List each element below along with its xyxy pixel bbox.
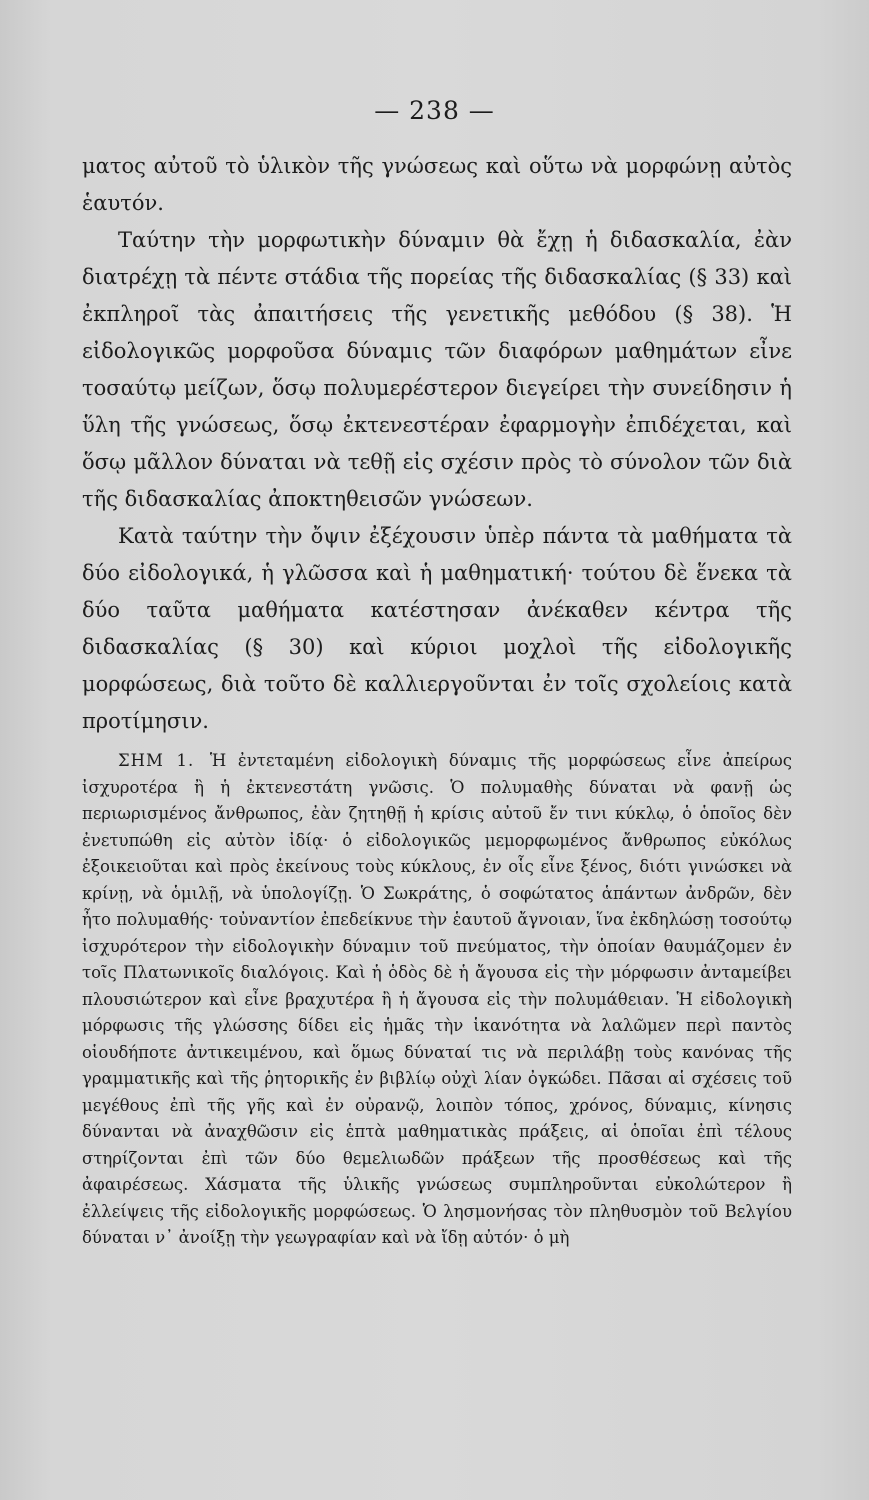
paragraph-continuation: ματος αὐτοῦ τὸ ὑλικὸν τῆς γνώσεως καὶ οὕτω νὰ μορφώνῃ αὐτὸς ἑαυτόν. xyxy=(82,154,792,215)
footnote-label: ΣΗΜ 1. xyxy=(118,751,195,770)
footnote xyxy=(82,748,792,1252)
page-number: — 238 — xyxy=(374,96,495,125)
main-text xyxy=(82,148,792,1252)
footnote-text: Ἡ ἐντεταμένη εἰδολογικὴ δύναμις τῆς μορφώσεως εἶνε ἀπείρως ἰσχυροτέρα ἢ ἡ ἐκτενεστάτη γνῶσις. Ὁ πολυμαθὴς δύναται νὰ φανῇ ὡς περιωρισμένος ἄνθρωπος, ἐὰν ζητηθῇ ἡ κρίσις αὐτοῦ ἔν τινι κύκλῳ, ὁ ὁποῖος δὲν ἐνετυπώθη εἰς αὐτὸν ἰδίᾳ· ὁ εἰδολογικῶς μεμορφωμένος ἄνθρωπος εὐκόλως ἐξοικειοῦται καὶ πρὸς ἐκείνους τοὺς κύκλους, ἐν οἷς εἶνε ξένος, διότι γινώσκει νὰ κρίνῃ, νὰ ὁμιλῇ, νὰ ὑπολογίζῃ. Ὁ Σωκράτης, ὁ σοφώτατος ἁπάντων ἀνδρῶν, δὲν ἦτο πολυμαθής· τοὐναντίον ἐπεδείκνυε τὴν ἑαυτοῦ ἄγνοιαν, ἵνα ἐκδηλώσῃ τοσούτῳ ἰσχυρότερον τὴν εἰδολογικὴν δύναμιν τοῦ πνεύματος, τὴν ὁποίαν θαυμάζομεν ἐν τοῖς Πλατωνικοῖς διαλόγοις. Καὶ ἡ ὁδὸς δὲ ἡ ἄγουσα εἰς τὴν μόρφωσιν ἀνταμείβει πλουσιώτερον καὶ εἶνε βραχυτέρα ἢ ἡ ἄγουσα εἰς τὴν πολυμάθειαν. Ἡ εἰδολογικὴ μόρφωσις τῆς γλώσσης δίδει εἰς ἡμᾶς τὴν ἱκανότητα νὰ λαλῶμεν περὶ παντὸς οἱουδήποτε ἀντικειμένου, καὶ ὅμως δύναταί τις νὰ περιλάβῃ τοὺς κανόνας τῆς γραμματικῆς καὶ τῆς ῥητορικῆς ἐν βιβλίῳ οὐχὶ λίαν ὀγκώδει. Πᾶσαι αἱ σχέσεις τοῦ μεγέθους ἐπὶ τῆς γῆς καὶ ἐν οὐρανῷ, λοιπὸν τόπος, χρόνος, δύναμις, κίνησις δύνανται νὰ ἀναχθῶσιν εἰς ἑπτὰ μαθηματικὰς πράξεις, αἱ ὁποῖαι ἐπὶ τέλους στηρίζονται ἐπὶ τῶν δύο θεμελιωδῶν πράξεων τῆς προσθέσεως καὶ τῆς ἀφαιρέσεως. Χάσματα τῆς ὑλικῆς γνώσεως συμπληροῦνται εὐκολώτερον ἢ ἐλλείψεις τῆς εἰδολογικῆς μορφώσεως. Ὁ λησμονήσας τὸν πληθυσμὸν τοῦ Βελγίου δύναται ν᾽ ἀνοίξῃ τὴν γεωγραφίαν καὶ νὰ ἴδῃ αὐτόν· ὁ μὴ xyxy=(82,751,793,1247)
paragraph-formal-subjects: Κατὰ ταύτην τὴν ὄψιν ἐξέχουσιν ὑπὲρ πάντα τὰ μαθήματα τὰ δύο εἰδολογικά, ἡ γλῶσσα καὶ ἡ μαθηματική· τούτου δὲ ἕνεκα τὰ δύο ταῦτα μαθήματα κατέστησαν ἀνέκαθεν κέντρα τῆς διδασκαλίας (§ 30) καὶ κύριοι μοχλοὶ τῆς εἰδολογικῆς μορφώσεως, διὰ τοῦτο δὲ καλλιεργοῦνται ἐν τοῖς σχολείοις κατὰ προτίμησιν. xyxy=(82,524,792,733)
paragraph-formative-power: Ταύτην τὴν μορφωτικὴν δύναμιν θὰ ἔχῃ ἡ διδασκαλία, ἐὰν διατρέχῃ τὰ πέντε στάδια τῆς πορείας τῆς διδασκαλίας (§ 33) καὶ ἐκπληροῖ τὰς ἀπαιτήσεις τῆς γενετικῆς μεθόδου (§ 38). Ἡ εἰδολογικῶς μορφοῦσα δύναμις τῶν διαφόρων μαθημάτων εἶνε τοσαύτῳ μείζων, ὅσῳ πολυμερέστερον διεγείρει τὴν συνείδησιν ἡ ὕλη τῆς γνώσεως, ὅσῳ ἐκτενεστέραν ἐφαρμογὴν ἐπιδέχεται, καὶ ὅσῳ μᾶλλον δύναται νὰ τεθῇ εἰς σχέσιν πρὸς τὸ σύνολον τῶν διὰ τῆς διδασκαλίας ἀποκτηθεισῶν γνώσεων. xyxy=(82,228,792,511)
